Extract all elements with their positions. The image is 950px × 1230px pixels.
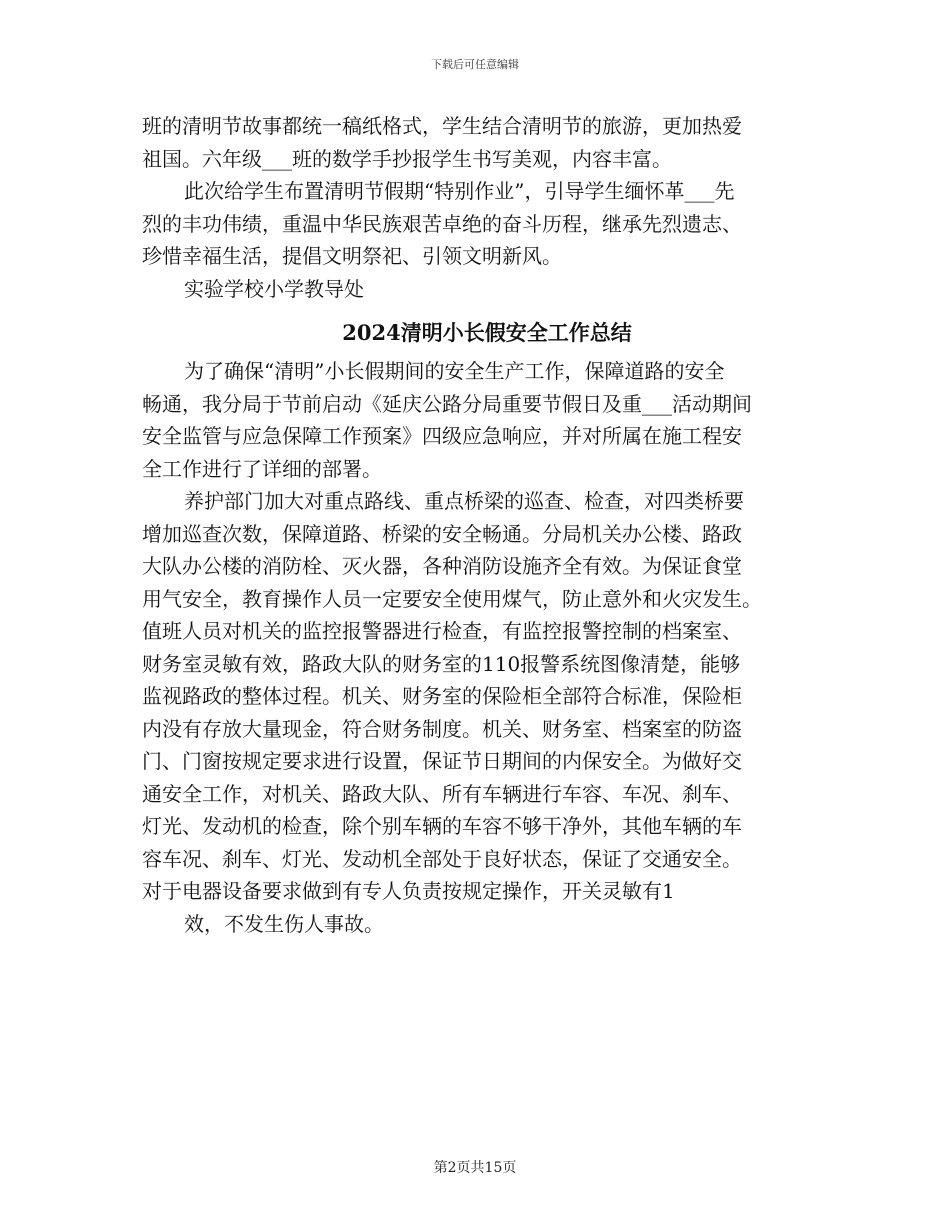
paragraph-line: 效，不发生伤人事故。 <box>184 911 384 936</box>
paragraph-line: 畅通，我分局于节前启动《延庆公路分局重要节假日及重___活动期间 <box>142 391 752 416</box>
paragraph-line: 珍惜幸福生活，提倡文明祭祀、引领文明新风。 <box>142 244 562 268</box>
paragraph-line: 祖国。六年级___班的数学手抄报学生书写美观，内容丰富。 <box>142 146 672 171</box>
page-header-note: 下载后可任意编辑 <box>431 58 519 71</box>
paragraph-line: 用气安全，教育操作人员一定要安全使用煤气，防止意外和火灾发生。 <box>142 586 762 611</box>
paragraph-line: 对于电器设备要求做到有专人负责按规定操作，开关灵敏有1 <box>142 879 675 903</box>
paragraph-line: 内没有存放大量现金，符合财务制度。机关、财务室、档案室的防盗 <box>142 716 742 741</box>
page-number: 第2页共15页 <box>433 1160 517 1176</box>
paragraph-line: 监视路政的整体过程。机关、财务室的保险柜全部符合标准，保险柜 <box>142 684 742 708</box>
signature-line: 实验学校小学教导处 <box>184 276 364 301</box>
paragraph-line: 此次给学生布置清明节假期“特别作业”，引导学生缅怀革___先 <box>184 179 735 203</box>
paragraph-line: 值班人员对机关的监控报警器进行检查，有监控报警控制的档案室、 <box>142 619 742 643</box>
paragraph-line: 容车况、刹车、灯光、发动机全部处于良好状态，保证了交通安全。 <box>142 846 742 871</box>
paragraph-line: 烈的丰功伟绩，重温中华民族艰苦卓绝的奋斗历程，继承先烈遗志、 <box>142 211 742 236</box>
paragraph-line: 全工作进行了详细的部署。 <box>142 456 382 481</box>
paragraph-line: 安全监管与应急保障工作预案》四级应急响应，并对所属在施工程安 <box>142 424 742 448</box>
paragraph-line: 灯光、发动机的检查，除个别车辆的车容不够干净外，其他车辆的车 <box>142 814 742 838</box>
paragraph-line: 养护部门加大对重点路线、重点桥梁的巡查、检查，对四类桥要 <box>184 489 744 513</box>
paragraph-line: 门、门窗按规定要求进行设置，保证节日期间的内保安全。为做好交 <box>142 749 742 773</box>
paragraph-line: 通安全工作，对机关、路政大队、所有车辆进行车容、车况、刹车、 <box>142 781 742 806</box>
paragraph-line: 为了确保“清明”小长假期间的安全生产工作，保障道路的安全 <box>184 359 725 383</box>
paragraph-line: 大队办公楼的消防栓、灭火器，各种消防设施齐全有效。为保证食堂 <box>142 554 742 578</box>
paragraph-line: 财务室灵敏有效，路政大队的财务室的110报警系统图像清楚，能够 <box>142 651 741 676</box>
document-body <box>142 110 832 940</box>
paragraph-line: 班的清明节故事都统一稿纸格式，学生结合清明节的旅游，更加热爱 <box>142 114 742 138</box>
document-title: 2024清明小长假安全工作总结 <box>342 320 632 345</box>
paragraph-line: 增加巡查次数，保障道路、桥梁的安全畅通。分局机关办公楼、路政 <box>142 521 742 546</box>
